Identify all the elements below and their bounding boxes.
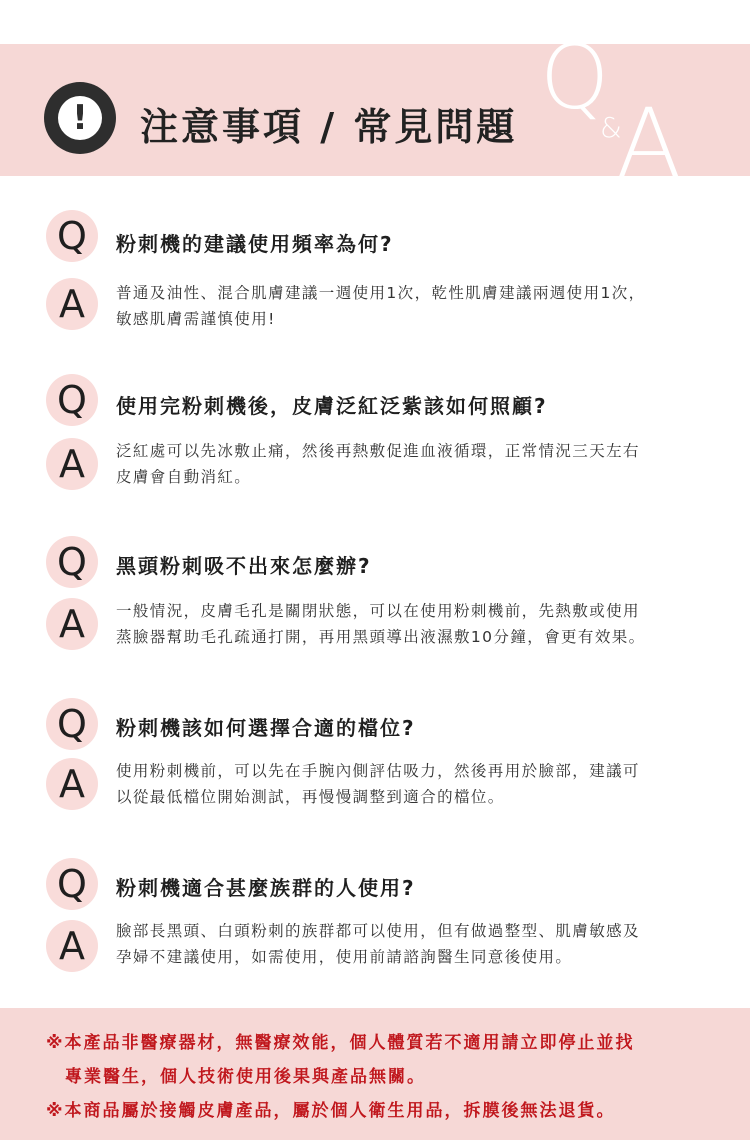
question-badge: Q <box>46 374 98 426</box>
answer-line: 臉部長黑頭、白頭粉刺的族群都可以使用，但有做過整型、肌膚敏感及 <box>116 922 640 940</box>
faq-question: 使用完粉刺機後，皮膚泛紅泛紫該如何照顧? <box>116 394 548 418</box>
answer-badge: A <box>46 278 98 330</box>
disclaimer-footer <box>0 1008 750 1140</box>
page-title: 注意事項 / 常見問題 <box>140 105 518 149</box>
answer-line: 普通及油性、混合肌膚建議一週使用1次，乾性肌膚建議兩週使用1次， <box>116 284 646 302</box>
faq-answer <box>116 280 708 332</box>
faq-question: 黑頭粉刺吸不出來怎麼辦? <box>116 554 372 578</box>
answer-badge: A <box>46 438 98 490</box>
answer-line: 以從最低檔位開始測試，再慢慢調整到適合的檔位。 <box>116 788 505 806</box>
qa-decoration <box>540 44 710 176</box>
answer-line: 蒸臉器幫助毛孔疏通打開，再用黑頭導出液濕敷10分鐘，會更有效果。 <box>116 628 646 646</box>
answer-line: 泛紅處可以先冰敷止痛，然後再熱敷促進血液循環，正常情況三天左右 <box>116 442 640 460</box>
faq-answer <box>116 758 708 810</box>
question-badge: Q <box>46 698 98 750</box>
question-badge: Q <box>46 536 98 588</box>
exclamation-icon <box>44 82 116 154</box>
answer-line: 敏感肌膚需謹慎使用! <box>116 310 276 328</box>
answer-line: 皮膚會自動消紅。 <box>116 468 252 486</box>
faq-answer <box>116 438 708 490</box>
deco-a: A <box>616 88 682 176</box>
answer-line: 使用粉刺機前，可以先在手腕內側評估吸力，然後再用於臉部，建議可 <box>116 762 640 780</box>
answer-badge: A <box>46 920 98 972</box>
exclamation-mark: ! <box>58 96 102 140</box>
faq-answer <box>116 598 708 650</box>
question-badge: Q <box>46 858 98 910</box>
disclaimer-line: 專業醫生，個人技術使用後果與產品無關。 <box>46 1067 426 1087</box>
answer-line: 一般情況，皮膚毛孔是關閉狀態，可以在使用粉刺機前，先熱敷或使用 <box>116 602 640 620</box>
answer-badge: A <box>46 758 98 810</box>
disclaimer-line: ※本產品非醫療器材，無醫療效能，個人體質若不適用請立即停止並找 <box>46 1033 635 1053</box>
faq-question: 粉刺機的建議使用頻率為何? <box>116 232 394 256</box>
faq-question: 粉刺機適合甚麼族群的人使用? <box>116 876 416 900</box>
faq-answer <box>116 918 708 970</box>
deco-q: Q <box>540 44 610 129</box>
faq-question: 粉刺機該如何選擇合適的檔位? <box>116 716 416 740</box>
question-badge: Q <box>46 210 98 262</box>
disclaimer-line: ※本商品屬於接觸皮膚產品，屬於個人衛生用品，拆膜後無法退貨。 <box>46 1101 616 1121</box>
header-banner <box>0 44 750 176</box>
deco-amp: & <box>600 111 622 144</box>
answer-badge: A <box>46 598 98 650</box>
answer-line: 孕婦不建議使用，如需使用，使用前請諮詢醫生同意後使用。 <box>116 948 573 966</box>
